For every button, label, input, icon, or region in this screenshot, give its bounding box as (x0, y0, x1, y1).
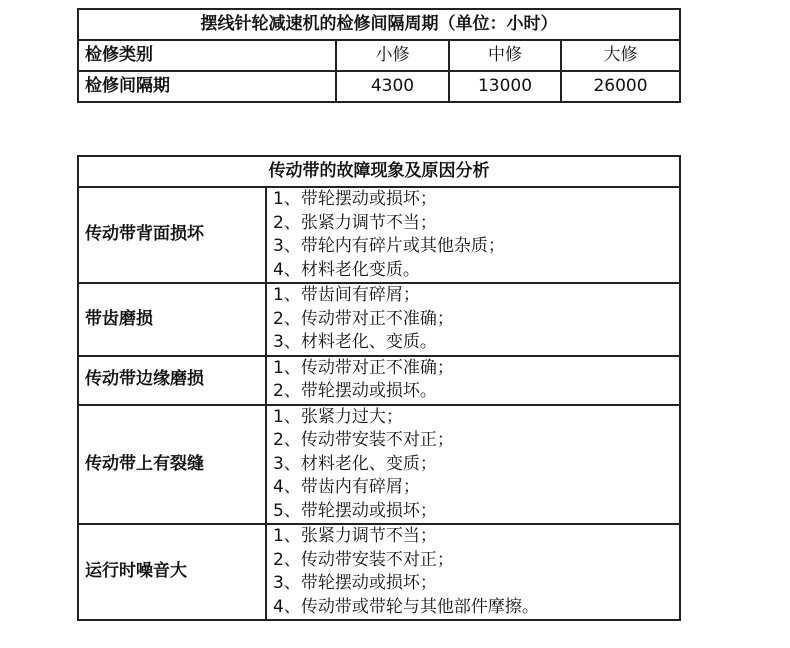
cause-item: 2、张紧力调节不当； (273, 212, 437, 233)
cause-item: 4、带齿内有碎屑； (273, 477, 420, 497)
table-row (78, 40, 680, 71)
cause-item: 4、传动带或带轮与其他部件摩擦。 (273, 596, 539, 617)
cause-item: 1、带齿间有碎屑； (273, 285, 420, 305)
cause-item: 2、带轮摆动或损坏。 (273, 381, 437, 401)
header-cell: 小修 (336, 40, 449, 71)
cause-item: 2、传动带对正不准确； (273, 308, 454, 329)
cause-item: 3、材料老化、变质； (273, 453, 437, 474)
cause-item: 5、带轮摆动或损坏； (273, 500, 437, 521)
cause-item: 1、带轮摆动或损坏； (273, 189, 437, 209)
cause-item: 1、张紧力过大； (273, 406, 403, 427)
cause-item: 2、传动带安装不对正； (273, 430, 454, 450)
causes-cell (266, 405, 680, 525)
value-cell: 4300 (336, 71, 449, 102)
causes-cell (266, 187, 680, 283)
causes-cell (266, 283, 680, 356)
table-row (78, 356, 680, 405)
value-cell: 26000 (561, 71, 680, 102)
table-row (78, 405, 680, 525)
cause-item: 3、材料老化、变质。 (273, 332, 437, 352)
table-row (78, 283, 680, 356)
causes-cell (266, 356, 680, 405)
table-row (78, 71, 680, 102)
table-title: 摆线针轮减速机的检修间隔周期（单位：小时） (78, 9, 680, 40)
fault-cell: 传动带上有裂缝 (78, 405, 266, 525)
table-row (78, 187, 680, 283)
fault-cell: 传动带边缘磨损 (78, 356, 266, 405)
maintenance-interval-table (77, 8, 681, 103)
value-cell: 13000 (449, 71, 561, 102)
fault-cell: 带齿磨损 (78, 283, 266, 356)
cause-item: 1、张紧力调节不当； (273, 526, 437, 546)
cause-item: 2、传动带安装不对正； (273, 549, 454, 570)
fault-cell: 运行时噪音大 (78, 524, 266, 620)
belt-fault-table (77, 155, 681, 621)
cause-item: 4、材料老化变质。 (273, 259, 420, 280)
header-cell: 中修 (449, 40, 561, 71)
cause-item: 3、带轮内有碎片或其他杂质； (273, 236, 505, 256)
row-label: 检修间隔期 (78, 71, 336, 102)
table-row (78, 524, 680, 620)
cause-item: 1、传动带对正不准确； (273, 357, 454, 378)
header-cell: 大修 (561, 40, 680, 71)
table-title: 传动带的故障现象及原因分析 (78, 156, 680, 187)
cause-item: 3、带轮摆动或损坏； (273, 573, 437, 593)
fault-cell: 传动带背面损坏 (78, 187, 266, 283)
causes-cell (266, 524, 680, 620)
row-label: 检修类别 (78, 40, 336, 71)
